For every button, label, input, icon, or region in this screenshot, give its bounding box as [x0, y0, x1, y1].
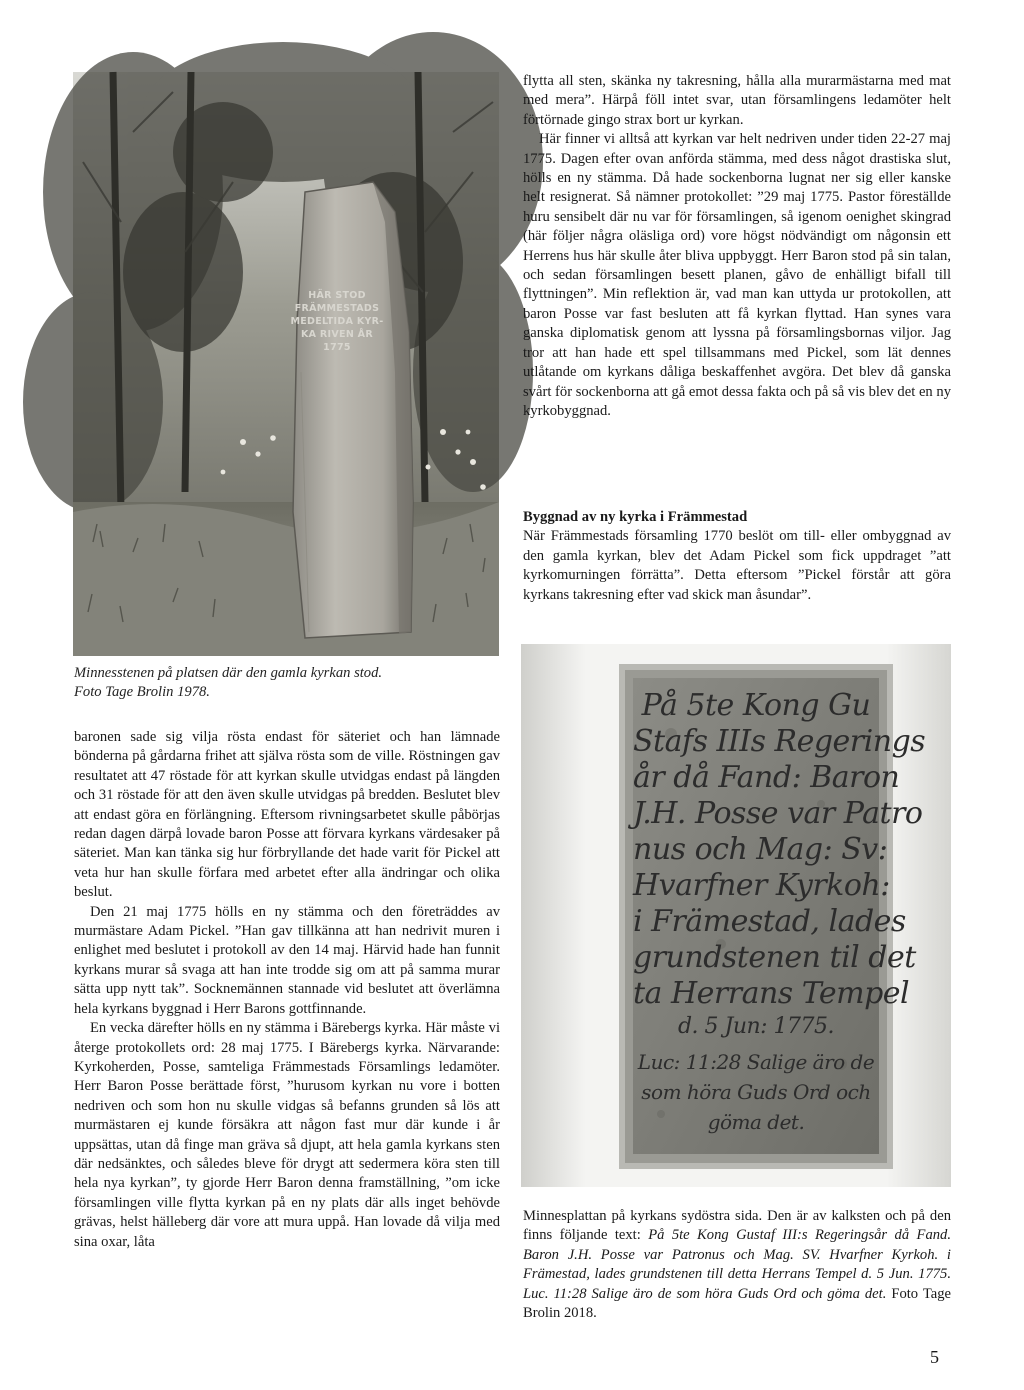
stone-inscription-line: 1775 [323, 342, 351, 353]
plaque-line: nus och Mag: Sv: [633, 832, 888, 867]
stone-caption-line1: Minnesstenen på platsen där den gamla kyrkan stod. [74, 665, 383, 681]
section-new-church [523, 508, 951, 605]
plaque-line: Stafs IIIs Regerings [633, 724, 926, 759]
right-paragraph-2: Här finner vi alltså att kyrkan var helt nedriven under tiden 22-27 maj 1775. Dagen efter ovan anförda stämma, med dess något drastiska slut, hölls en ny stämma. Då hade sockenborna lugnat ner sig eller kanske helt resignerat. Så nämner protokollet: ”29 maj 1775. Pastor föreställde huru sensibelt där nu var för församlingen, så igenom oenighet skingrad (här följer några oläsliga ord) vore högst nödvändigt om någonsin ett Herrens hus här skulle åter bliva uppbyggt. Herr Baron stod på sin talan, och sedan församlingen besett planen, gåvo de enhälligt bifall till flyttningen”. Min reflektion är, vad man kan uttyda ur protokollen, att baron Posse var fast besluten att få kyrkan flyttad. Han synes vara ganska diplomatisk genom att lyssna på församlingsbornas viljor. Jag tror att han hade ett spel tillsammans med Pickel, som lät dennes utlåtande om kyrkans dåliga beskaffenhet avgöra. Det blev då ganska svårt för sockenborna att gå emot dessa fakta och på så vis blev det en ny kyrkobyggnad. [523, 131, 951, 419]
right-column-text [523, 72, 951, 421]
left-column-text [74, 728, 500, 1252]
plaque-line: som höra Guds Ord och [641, 1080, 871, 1104]
plaque-line: Luc: 11:28 Salige äro de [637, 1050, 875, 1074]
plaque-line: På 5te Kong Gu [641, 688, 871, 723]
plaque-line: i Främestad, lades [633, 904, 906, 939]
stone-inscription-line: MEDELTIDA KYR- [290, 316, 384, 327]
left-paragraph-3: En vecka därefter hölls en ny stämma i Bärebergs kyrka. Här måste vi återge protokollets ord: 28 maj 1775. I Bärebergs kyrka. Närvarande: Kyrkoherden, Posse, samteliga Främmestads Församlings ledamöter. Herr Baron Posse berättade först, ”hurusom kyrkan nu vore i botten nedriven och som hon nu skulle vidgas så befanns grunden så lös att murmästaren ej kunde försäkra att någon fast mur där kunde i år uppsättas, utan då finge man gräva så djupt, att hela gamla kyrkans sten där nedsänktes, och således bleve för drygt att sedermera köra sten till hela nya kyrkan”, ty gjorde Herr Baron denna framställning, ”om icke församlingen ville flytta kyrkan på en ny plats där alls inget behövde grävas, helst hälleberg där vore att mura uppå. Han lovade då vilja med sina oxar, låta [74, 1020, 500, 1250]
left-paragraph-2: Den 21 maj 1775 hölls en ny stämma och den företräddes av murmästare Adam Pickel. ”Han gav tillkänna att han nedrivit muren i enlighet med beslutet i protokoll av den 14 maj. Härvid hade han funnit kyrkans murar så svaga att han inte trodde sig om att på samma murar sätta upp nytt tak”. Socknemännen stannade vid beslutet att överlämna hela kyrkans byggnad i Herr Barons gottfinnande. [74, 903, 500, 1017]
plaque-caption-credit: Foto Tage Brolin 2018. [523, 1285, 951, 1322]
plaque-caption-intro: Minnesplattan på kyrkans sydöstra sida. Den är av kalksten och på den finns följande text: [523, 1208, 951, 1244]
plaque-photo-caption [523, 1207, 951, 1323]
stone-photo-caption [74, 664, 504, 703]
plaque-line: grundstenen til det [633, 940, 916, 975]
section-heading: Byggnad av ny kyrka i Främmestad [523, 509, 748, 525]
memorial-stone-photo [73, 72, 499, 656]
memorial-plaque-photo [521, 644, 951, 1187]
plaque-caption-transcription: På 5te Kong Gustaf III:s Regeringsår då Fand. Baron J.H. Posse var Patronus och Mag. SV. Hvarfner Kyrkoh. i Främestad, lades grundstenen till detta Herrans Tempel d. 5 Jun. 1775. Luc. 11:28 Salige äro de som höra Guds Ord och göma det. [523, 1227, 951, 1302]
right-paragraph-1: flytta all sten, skänka ny takresning, hålla alla murarmästarna med mat med mera”. Härpå föll intet svar, utan församlingens ledamöter helt förtörnade gingo strax bort ur kyrkan. [523, 73, 951, 128]
right-paragraph-3: När Främmestads församling 1770 beslöt om till- eller ombyggnad av den gamla kyrkan, blev det Adam Pickel som fick uppdraget ”att kyrkomurningen förrätta”. Detta eftersom ”Pickel förstår att göra kyrkans takresning efter vad skick man åsundar”. [523, 528, 951, 603]
stone-inscription-line: KA RIVEN ÅR [301, 329, 373, 340]
stone-caption-line2: Foto Tage Brolin 1978. [74, 684, 210, 701]
plaque-line: år då Fand: Baron [633, 760, 900, 795]
memorial-stone-illustration [73, 72, 499, 656]
plaque-line: Hvarfner Kyrkoh: [633, 868, 890, 903]
plaque-line: d. 5 Jun: 1775. [677, 1014, 835, 1039]
plaque-line: J.H. Posse var Patro [633, 796, 923, 831]
plaque-line: göma det. [707, 1110, 805, 1134]
plaque-inscription [633, 688, 926, 1148]
left-paragraph-1: baronen sade sig vilja rösta endast för säteriet och han lämnade bönderna på gårdarna frihet att själva rösta som de ville. Röstningen gav resultatet att 47 röstade för att kyrkan skulle utvidgas endast på längden och 31 röstade för att den även skulle utvidgas på bredden. Beslutet blev att endast göra en förlängning. Eftersom rivningsarbetet skulle påbörjas redan dagen därpå lovade baron Posse att förvara kyrkans värdesaker på säteriet. Man kan tänka sig hur förbryllande det hade varit för Pickel att veta hur han skulle förfara med arbetet efter alla ändringar och olika beslut. [74, 729, 500, 901]
plaque-line: ta Herrans Tempel [633, 976, 910, 1011]
stone-inscription-line: FRÄMMESTADS [294, 303, 380, 314]
page-number: 5 [930, 1347, 939, 1367]
stone-inscription-line: HÄR STOD [308, 290, 366, 301]
